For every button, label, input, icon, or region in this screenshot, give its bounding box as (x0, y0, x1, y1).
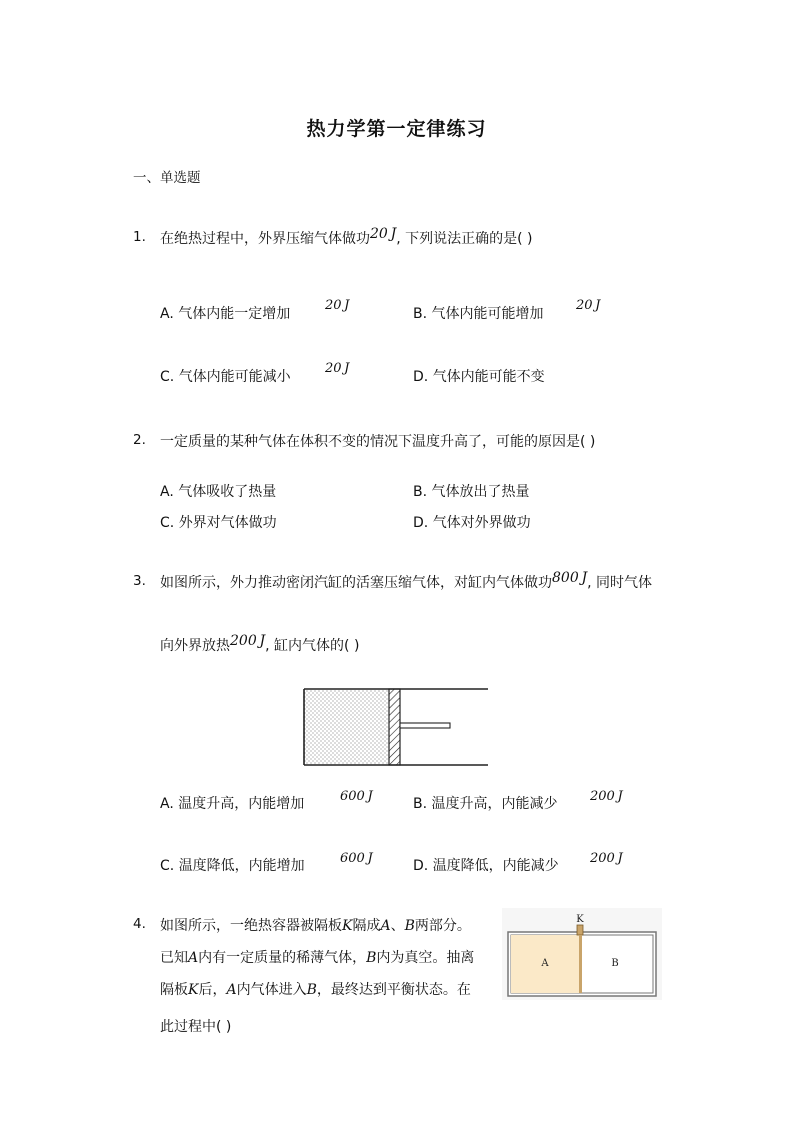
q4-stem-line3 (160, 979, 471, 999)
option-text: 气体放出了热量 (431, 484, 530, 500)
var-a: A (188, 950, 199, 966)
q3-line2-post: , 缸内气体的( ) (265, 638, 360, 654)
option-label: D. (413, 369, 429, 385)
page-title: 热力学第一定律练习 (306, 118, 487, 140)
piston-rod[interactable] (400, 723, 450, 728)
text: 内为真空。抽离 (376, 950, 475, 966)
q4-stem-line2 (160, 947, 474, 967)
q3-line2-pre: 向外界放热 (160, 638, 230, 654)
label-k: K (576, 914, 584, 925)
q3-stem-line1 (160, 572, 652, 592)
unit: J (367, 851, 373, 866)
q3-option-c-value (340, 851, 373, 866)
option-label: D. (413, 515, 429, 531)
unit: J (344, 298, 350, 313)
q2-option-d[interactable] (413, 512, 531, 532)
label-b: B (611, 958, 619, 969)
partition-k[interactable] (579, 935, 582, 993)
q1-stem-post: , 下列说法正确的是( ) (396, 231, 533, 247)
q1-option-a[interactable] (160, 303, 290, 323)
text: 两部分。 (414, 918, 471, 934)
text: ，最终达到平衡状态。在 (316, 982, 471, 998)
q1-unit: J (390, 226, 397, 242)
option-label: B. (413, 306, 428, 322)
q1-option-b[interactable] (413, 303, 544, 323)
option-label: D. (413, 858, 429, 874)
option-text: 气体内能可能不变 (432, 369, 545, 385)
insulated-container-figure (502, 908, 662, 1000)
piston[interactable] (389, 689, 400, 765)
text: 已知 (160, 950, 188, 966)
q3-line1-post: , 同时气体 (587, 575, 653, 591)
val: 800 (552, 570, 579, 586)
option-text: 气体对外界做功 (432, 515, 531, 531)
option-label: A. (160, 484, 174, 500)
q4-number: 4. (133, 916, 146, 932)
q3-number: 3. (133, 573, 146, 589)
option-text: 外界对气体做功 (178, 515, 277, 531)
partition-handle[interactable] (577, 925, 583, 935)
val: 20 (325, 361, 342, 376)
q3-option-c[interactable] (160, 855, 305, 875)
val: 600 (340, 851, 365, 866)
q1-val: 20 (370, 226, 388, 242)
section-heading: 一、单选题 (133, 170, 201, 186)
q3-option-a[interactable] (160, 793, 304, 813)
q1-option-c-value (325, 361, 349, 376)
q3-option-d[interactable] (413, 855, 559, 875)
q2-option-b[interactable] (413, 481, 530, 501)
option-text: 气体内能可能增加 (431, 306, 544, 322)
q3-option-b[interactable] (413, 793, 558, 813)
var-k: K (188, 982, 199, 998)
val: 200 (590, 851, 615, 866)
q3-line1-pre: 如图所示，外力推动密闭汽缸的活塞压缩气体，对缸内气体做功 (160, 575, 552, 591)
text: 隔成 (352, 918, 381, 934)
q1-option-d[interactable] (413, 366, 545, 386)
text: 、 (390, 918, 405, 934)
q1-option-a-value (325, 298, 349, 313)
var-a: A (226, 982, 237, 998)
q1-number: 1. (133, 229, 146, 245)
option-text: 温度降低，内能增加 (178, 858, 305, 874)
q3-option-b-value (590, 789, 623, 804)
option-label: C. (160, 515, 175, 531)
gas-region (304, 689, 389, 765)
var-a: A (380, 918, 391, 934)
unit: J (617, 789, 623, 804)
q3-stem-line2 (160, 635, 359, 655)
unit: J (367, 789, 373, 804)
option-text: 温度升高，内能减少 (431, 796, 558, 812)
val: 600 (340, 789, 365, 804)
val: 20 (576, 298, 593, 313)
q1-stem (160, 228, 533, 248)
q2-option-c[interactable] (160, 512, 277, 532)
option-text: 温度升高，内能增加 (178, 796, 305, 812)
val: 200 (590, 789, 615, 804)
text: 如图所示，一绝热容器被隔板 (160, 918, 342, 934)
option-label: C. (160, 858, 175, 874)
q4-stem-line1 (160, 915, 471, 935)
q3-option-a-value (340, 789, 373, 804)
unit: J (617, 851, 623, 866)
q1-option-b-value (576, 298, 600, 313)
q2-stem: 一定质量的某种气体在体积不变的情况下温度升高了，可能的原因是( ) (160, 434, 596, 450)
q4-stem-line4: 此过程中( ) (160, 1019, 232, 1035)
option-label: A. (160, 796, 174, 812)
q1-work-value (370, 226, 396, 242)
q3-heat-value (230, 633, 265, 649)
unit: J (259, 633, 266, 649)
option-label: B. (413, 796, 428, 812)
q1-stem-pre: 在绝热过程中，外界压缩气体做功 (160, 231, 370, 247)
option-label: B. (413, 484, 428, 500)
var-b: B (306, 982, 317, 998)
q3-work-value (552, 570, 587, 586)
unit: J (344, 361, 350, 376)
q3-option-d-value (590, 851, 623, 866)
var-b: B (366, 950, 377, 966)
cylinder-piston-figure (300, 684, 492, 770)
option-text: 气体内能可能减小 (178, 369, 291, 385)
text: 内气体进入 (236, 982, 307, 998)
val: 200 (230, 633, 257, 649)
var-b: B (404, 918, 415, 934)
option-text: 气体内能一定增加 (178, 306, 291, 322)
q2-number: 2. (133, 432, 146, 448)
text: 后， (198, 982, 227, 998)
unit: J (595, 298, 601, 313)
q1-option-c[interactable] (160, 366, 291, 386)
option-text: 温度降低，内能减少 (432, 858, 559, 874)
option-text: 气体吸收了热量 (178, 484, 277, 500)
label-a: A (541, 958, 549, 969)
text: 内有一定质量的稀薄气体， (198, 950, 367, 966)
option-label: A. (160, 306, 174, 322)
q2-option-a[interactable] (160, 481, 276, 501)
text: 隔板 (160, 982, 188, 998)
option-label: C. (160, 369, 175, 385)
var-k: K (342, 918, 353, 934)
unit: J (581, 570, 588, 586)
val: 20 (325, 298, 342, 313)
